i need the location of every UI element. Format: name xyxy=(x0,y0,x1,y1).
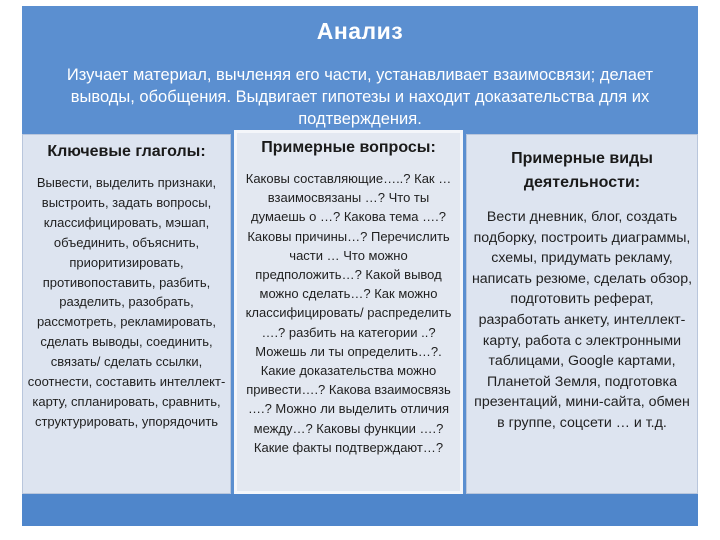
sample-activities-heading: Примерные виды деятельности: xyxy=(511,150,653,191)
slide-title: Анализ xyxy=(316,18,404,44)
bottom-band xyxy=(22,494,698,526)
sample-questions-column xyxy=(234,130,463,494)
slide-subtitle: Изучает материал, вычленяя его части, устанавливает взаимосвязи; делает выводы, обобщения. Выдвигает гипотезы и находит доказательства для их подтверждения. xyxy=(66,66,654,128)
key-verbs-column xyxy=(22,134,231,494)
sample-activities-column xyxy=(466,134,698,494)
slide xyxy=(22,6,698,526)
sample-questions-text: Каковы составляющие…..? Как …взаимосвязаны …? Что ты думаешь о …? Какова тема ….? Каковы причины…? Перечислить части … Что можно предположить…? Какой вывод можно сделать…? Как можно классифицировать/ распределить ….? разбить на категории ..? Можешь ли ты определить…?. Какие доказательства можно привести….? Какова взаимосвязь ….? Можно ли выделить отличия между…? Каковы функции ….? Какие факты подтверждают…? xyxy=(245,171,452,455)
key-verbs-text: Вывести, выделить признаки, выстроить, задать вопросы, классифицировать, мэшап, объединить, объяснить, приоритизировать, противопоставить, разбить, разделить, разобрать, рассмотреть, рекламировать, сделать выводы, соединить, связать/ сделать ссылки, соотнести, составить интеллект-карту, спланировать, сравнить, структурировать, упорядочить xyxy=(27,175,226,429)
key-verbs-heading: Ключевые глаголы: xyxy=(47,143,206,160)
sample-activities-text: Вести дневник, блог, создать подборку, построить диаграммы, схемы, придумать рекламу, написать резюме, сделать обзор, подготовить реферат, разработать анкету, интеллект-карту, работа с электронными таблицами, Google картами, Планетой Земля, подготовка презентаций, мини-сайта, обмен в группе, соцсети … и т.д. xyxy=(471,209,693,431)
sample-questions-heading: Примерные вопросы: xyxy=(261,139,436,156)
